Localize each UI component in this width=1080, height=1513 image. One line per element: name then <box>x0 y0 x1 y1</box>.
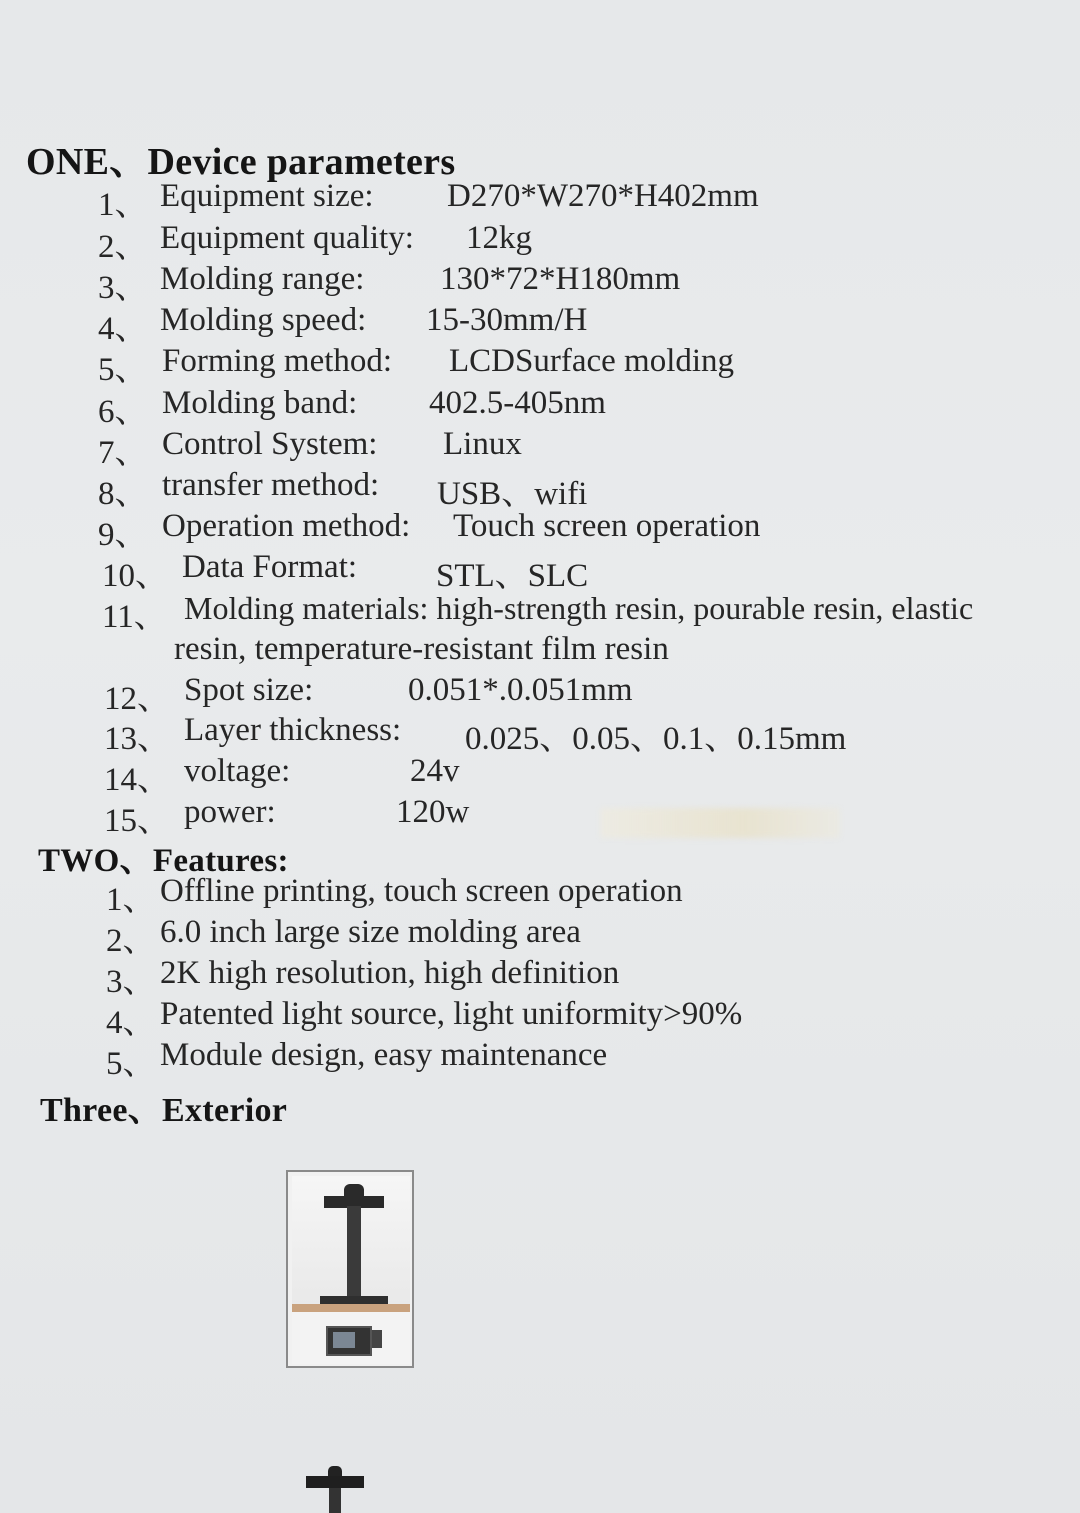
param-row-6 <box>0 385 1080 430</box>
param-row-13 <box>0 712 1080 757</box>
param-num: 14、 <box>104 762 170 798</box>
param-num: 15、 <box>104 803 170 839</box>
printer-arm <box>306 1476 364 1488</box>
param-row-11 <box>0 590 1080 635</box>
param-value: 0.025、0.05、0.1、0.15mm <box>465 721 847 757</box>
param-num: 11、 <box>102 599 167 635</box>
param-label: Molding speed: <box>160 302 367 338</box>
param-row-10 <box>0 549 1080 594</box>
feature-text: Offline printing, touch screen operation <box>160 873 683 909</box>
printer-knob <box>344 1184 364 1196</box>
param-row-9 <box>0 508 1080 553</box>
partial-printer-icon <box>304 1466 366 1513</box>
feature-num: 2、 <box>106 923 156 959</box>
param-label: Equipment size: <box>160 178 374 214</box>
printer-accent-band <box>292 1304 410 1312</box>
printer-screen-display <box>333 1332 355 1348</box>
feature-num: 1、 <box>106 882 156 918</box>
param-value: 0.051*.0.051mm <box>408 672 633 708</box>
param-num: 3、 <box>98 270 148 306</box>
param-row-8 <box>0 467 1080 512</box>
printer-frame <box>286 1170 414 1368</box>
param-num: 7、 <box>98 435 148 471</box>
param-num: 6、 <box>98 394 148 430</box>
printer-button <box>372 1330 382 1348</box>
feature-text: Patented light source, light uniformity>90% <box>160 996 743 1032</box>
param-value: 24v <box>410 753 460 789</box>
param-num: 4、 <box>98 311 148 347</box>
param-label: transfer method: <box>162 467 380 503</box>
param-row-15 <box>0 794 1080 839</box>
param-value: D270*W270*H402mm <box>447 178 759 214</box>
feature-num: 3、 <box>106 964 156 1000</box>
param-value: 12kg <box>466 220 532 256</box>
feature-row-5 <box>0 1037 1080 1082</box>
param-value: Touch screen operation <box>453 508 761 544</box>
param-num: 2、 <box>98 229 148 265</box>
param-label: power: <box>184 794 276 830</box>
printer-rod <box>329 1488 341 1513</box>
param-value: STL、SLC <box>436 558 589 594</box>
param-num: 5、 <box>98 352 148 388</box>
param-row-1 <box>0 178 1080 223</box>
param-row-11-continuation: resin, temperature-resistant film resin <box>174 631 669 667</box>
param-row-14 <box>0 753 1080 798</box>
param-label: Molding range: <box>160 261 365 297</box>
param-value: 402.5-405nm <box>429 385 606 421</box>
feature-text: 6.0 inch large size molding area <box>160 914 581 950</box>
param-num: 10、 <box>102 558 168 594</box>
param-label: Layer thickness: <box>184 712 402 748</box>
feature-row-3 <box>0 955 1080 1000</box>
param-value: Linux <box>443 426 522 462</box>
feature-row-1 <box>0 873 1080 918</box>
param-label: Equipment quality: <box>160 220 414 256</box>
feature-text: 2K high resolution, high definition <box>160 955 620 991</box>
resin-printer-icon <box>286 1170 412 1366</box>
param-row-4 <box>0 302 1080 347</box>
param-label: Operation method: <box>162 508 411 544</box>
section-two-title: TWO、Features: <box>38 843 289 879</box>
param-num: 1、 <box>98 187 148 223</box>
section-one-title: ONE、Device parameters <box>26 141 456 183</box>
feature-text: Module design, easy maintenance <box>160 1037 608 1073</box>
param-row-2 <box>0 220 1080 265</box>
param-value: USB、wifi <box>437 476 588 512</box>
feature-row-4 <box>0 996 1080 1041</box>
param-value: 130*72*H180mm <box>440 261 681 297</box>
printer-screen <box>326 1326 372 1356</box>
feature-num: 4、 <box>106 1005 156 1041</box>
param-num: 8、 <box>98 476 148 512</box>
param-value: 15-30mm/H <box>426 302 588 338</box>
param-value: 120w <box>396 794 470 830</box>
feature-row-2 <box>0 914 1080 959</box>
param-label: Molding materials: high-strength resin, pourable resin, elastic <box>184 590 974 626</box>
param-row-5 <box>0 343 1080 388</box>
param-label: Molding band: <box>162 385 358 421</box>
param-label: Data Format: <box>182 549 358 585</box>
param-value: LCDSurface molding <box>449 343 735 379</box>
param-label: voltage: <box>184 753 291 789</box>
param-label: Spot size: <box>184 672 314 708</box>
param-row-3 <box>0 261 1080 306</box>
param-label: Control System: <box>162 426 378 462</box>
feature-num: 5、 <box>106 1046 156 1082</box>
param-num: 9、 <box>98 517 148 553</box>
param-row-7 <box>0 426 1080 471</box>
param-num: 12、 <box>104 681 170 717</box>
param-row-12 <box>0 672 1080 717</box>
printer-rod <box>347 1206 361 1298</box>
blurred-smudge <box>600 808 840 838</box>
param-label: Forming method: <box>162 343 393 379</box>
param-num: 13、 <box>104 721 170 757</box>
section-three-title: Three、Exterior <box>40 1092 288 1129</box>
printer-window <box>292 1176 410 1304</box>
printer-knob <box>328 1466 342 1476</box>
